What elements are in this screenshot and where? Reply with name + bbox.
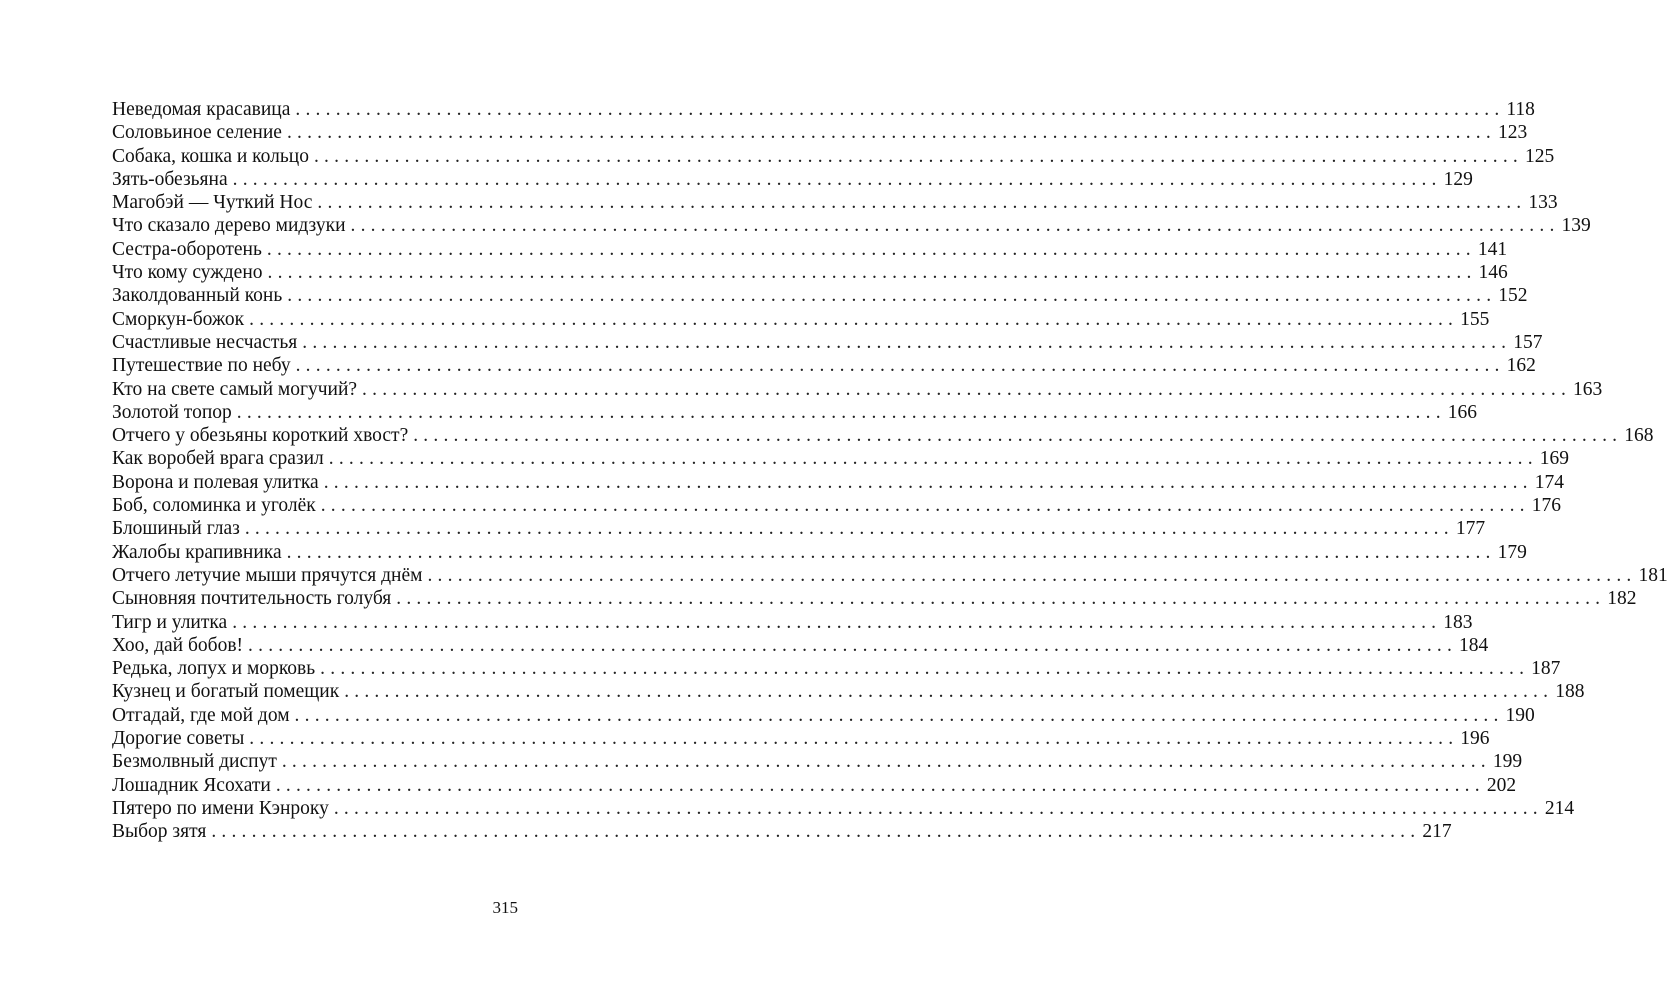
toc-entry-title: Кто на свете самый могучий? xyxy=(112,378,358,400)
page-number: 315 xyxy=(492,898,518,917)
dot-leader: ........................................................................................................................ xyxy=(287,285,1497,307)
toc-entry-title: Сестра-оборотень xyxy=(112,238,262,260)
toc-entry-title: Собака, кошка и кольцо xyxy=(112,145,309,167)
toc-entry xyxy=(112,797,1575,820)
dot-leader: ........................................................................................................................ xyxy=(248,634,1458,656)
toc-entry-page: 166 xyxy=(1447,401,1478,423)
dot-leader: ........................................................................................................................ xyxy=(333,797,1543,819)
toc-entry xyxy=(112,657,1561,680)
dot-leader: ........................................................................................................................ xyxy=(302,331,1512,353)
toc-entry xyxy=(112,704,1535,727)
dot-leader: ........................................................................................................................ xyxy=(236,401,1446,423)
toc-entry-page: 187 xyxy=(1531,658,1561,680)
toc-entry xyxy=(112,191,1558,214)
toc-entry-page: 152 xyxy=(1498,285,1528,307)
dot-leader: ........................................................................................................................ xyxy=(344,681,1554,703)
toc-entry xyxy=(112,238,1508,261)
toc-entry xyxy=(112,121,1528,144)
dot-leader: ........................................................................................................................ xyxy=(427,564,1637,586)
toc-entry xyxy=(112,331,1543,354)
toc-entry-title: Отчего у обезьяны короткий хвост? xyxy=(112,425,409,447)
dot-leader: ........................................................................................................................ xyxy=(295,355,1505,377)
dot-leader: ........................................................................................................................ xyxy=(294,704,1504,726)
dot-leader: ........................................................................................................................ xyxy=(328,448,1538,470)
dot-leader: ........................................................................................................................ xyxy=(281,751,1491,773)
toc-entry-page: 183 xyxy=(1443,611,1473,633)
toc-entry-page: 155 xyxy=(1460,308,1490,330)
toc-entry xyxy=(112,517,1486,540)
toc-entry-page: 141 xyxy=(1477,238,1508,260)
toc-entry-title: Блошиный глаз xyxy=(112,518,240,540)
toc-entry-title: Магобэй — Чуткий Нос xyxy=(112,192,313,214)
toc-entry-page: 168 xyxy=(1624,425,1654,447)
dot-leader: ........................................................................................................................ xyxy=(211,821,1421,843)
toc-entry-page: 190 xyxy=(1505,704,1535,726)
toc-entry-page: 146 xyxy=(1478,262,1508,284)
toc-entry-page: 196 xyxy=(1460,728,1490,750)
dot-leader: ........................................................................................................................ xyxy=(267,262,1477,284)
table-of-contents xyxy=(112,98,1668,844)
toc-entry-page: 118 xyxy=(1506,99,1535,120)
toc-entry-page: 202 xyxy=(1486,774,1517,796)
toc-entry-page: 177 xyxy=(1455,518,1486,540)
toc-entry-title: Безмолвный диспут xyxy=(112,751,277,773)
toc-entry-title: Отчего летучие мыши прячутся днём xyxy=(112,564,423,586)
toc-entry xyxy=(112,727,1490,750)
toc-entry xyxy=(112,145,1555,168)
dot-leader: ........................................................................................................................ xyxy=(232,611,1442,633)
toc-entry-title: Неведомая красавица xyxy=(112,99,291,120)
toc-entry-title: Заколдованный конь xyxy=(112,285,283,307)
toc-entry xyxy=(112,750,1523,773)
toc-entry-title: Путешествие по небу xyxy=(112,355,291,377)
toc-entry xyxy=(112,354,1536,377)
toc-entry xyxy=(112,168,1473,191)
toc-entry-title: Что кому суждено xyxy=(112,262,263,284)
toc-entry xyxy=(112,401,1478,424)
toc-entry-title: Пятеро по имени Кэнроку xyxy=(112,797,329,819)
toc-entry xyxy=(112,98,1535,121)
toc-entry-page: 214 xyxy=(1544,797,1575,819)
dot-leader: ........................................................................................................................ xyxy=(266,238,1476,260)
toc-entry-page: 139 xyxy=(1561,215,1591,237)
toc-entry xyxy=(112,774,1517,797)
dot-leader: ........................................................................................................................ xyxy=(396,588,1606,610)
toc-entry-title: Боб, соломинка и уголёк xyxy=(112,495,316,517)
toc-entry-page: 217 xyxy=(1422,821,1452,843)
toc-entry-title: Лошадник Ясохати xyxy=(112,774,271,796)
dot-leader: ........................................................................................................................ xyxy=(295,99,1505,120)
toc-entry-page: 176 xyxy=(1531,495,1561,517)
toc-entry-page: 123 xyxy=(1497,122,1528,144)
toc-entry xyxy=(112,494,1561,517)
toc-entry xyxy=(112,541,1527,564)
dot-leader: ........................................................................................................................ xyxy=(249,728,1459,750)
dot-leader: ........................................................................................................................ xyxy=(275,774,1485,796)
toc-entry-page: 125 xyxy=(1524,145,1555,167)
dot-leader: ........................................................................................................................ xyxy=(286,541,1496,563)
toc-entry-title: Ворона и полевая улитка xyxy=(112,471,319,493)
toc-entry xyxy=(112,587,1637,610)
toc-entry-title: Кузнец и богатый помещик xyxy=(112,681,340,703)
dot-leader: ........................................................................................................................ xyxy=(413,425,1623,447)
toc-entry xyxy=(112,261,1508,284)
toc-entry-title: Зять-обезьяна xyxy=(112,168,228,190)
dot-leader: ........................................................................................................................ xyxy=(317,192,1527,214)
toc-entry xyxy=(112,611,1473,634)
toc-entry-page: 163 xyxy=(1573,378,1603,400)
toc-entry-title: Счастливые несчастья xyxy=(112,331,298,353)
dot-leader: ........................................................................................................................ xyxy=(362,378,1572,400)
toc-entry-page: 169 xyxy=(1539,448,1570,470)
toc-entry-page: 182 xyxy=(1607,588,1637,610)
toc-entry-page: 199 xyxy=(1492,751,1523,773)
toc-entry-title: Сыновняя почтительность голубя xyxy=(112,588,392,610)
toc-entry xyxy=(112,634,1489,657)
toc-entry xyxy=(112,378,1603,401)
toc-entry-title: Как воробей врага сразил xyxy=(112,448,324,470)
toc-entry xyxy=(112,308,1490,331)
toc-entry-title: Редька, лопух и морковь xyxy=(112,658,316,680)
dot-leader: ........................................................................................................................ xyxy=(313,145,1523,167)
toc-entry xyxy=(112,284,1528,307)
toc-entry-page: 133 xyxy=(1528,192,1558,214)
toc-entry xyxy=(112,471,1564,494)
dot-leader: ........................................................................................................................ xyxy=(249,308,1459,330)
toc-entry-title: Тигр и улитка xyxy=(112,611,228,633)
toc-entry-page: 129 xyxy=(1443,168,1473,190)
dot-leader: ........................................................................................................................ xyxy=(350,215,1560,237)
toc-entry-title: Что сказало дерево мидзуки xyxy=(112,215,346,237)
dot-leader: ........................................................................................................................ xyxy=(320,495,1530,517)
toc-entry-page: 174 xyxy=(1534,471,1564,493)
dot-leader: ........................................................................................................................ xyxy=(286,122,1496,144)
toc-entry-title: Отгадай, где мой дом xyxy=(112,704,290,726)
toc-entry xyxy=(112,680,1585,703)
toc-entry-title: Дорогие советы xyxy=(112,728,245,750)
toc-entry-page: 188 xyxy=(1555,681,1585,703)
dot-leader: ........................................................................................................................ xyxy=(320,658,1530,680)
toc-entry-title: Хоо, дай бобов! xyxy=(112,634,244,656)
dot-leader: ........................................................................................................................ xyxy=(232,168,1442,190)
toc-entry-page: 157 xyxy=(1513,331,1543,353)
toc-entry xyxy=(112,820,1452,843)
toc-entry-page: 179 xyxy=(1497,541,1527,563)
dot-leader: ........................................................................................................................ xyxy=(244,518,1454,540)
toc-entry-title: Выбор зятя xyxy=(112,821,207,843)
toc-entry-title: Жалобы крапивника xyxy=(112,541,282,563)
toc-entry-page: 184 xyxy=(1459,634,1489,656)
toc-entry-page: 181 xyxy=(1638,564,1668,586)
toc-entry-page: 162 xyxy=(1506,355,1536,377)
toc-entry-title: Сморкун-божок xyxy=(112,308,245,330)
toc-entry-title: Золотой топор xyxy=(112,401,232,423)
toc-entry xyxy=(112,424,1654,447)
toc-entry xyxy=(112,447,1570,470)
toc-entry-title: Соловьиное селение xyxy=(112,122,282,144)
toc-entry xyxy=(112,564,1668,587)
toc-entry xyxy=(112,214,1591,237)
dot-leader: ........................................................................................................................ xyxy=(323,471,1533,493)
